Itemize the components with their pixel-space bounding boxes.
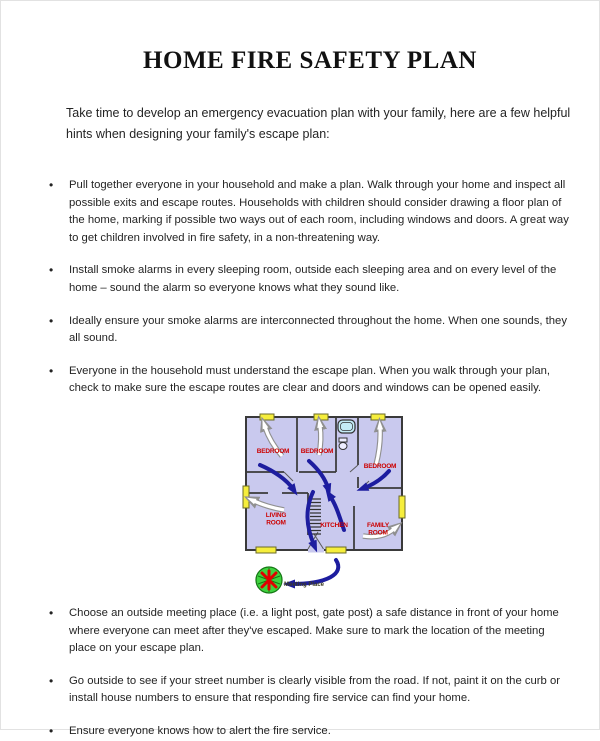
room-label-living-room: LIVING ROOM — [265, 511, 287, 527]
front-door-opening — [308, 547, 324, 552]
meeting-place-icon — [256, 567, 282, 593]
bullet-item: • Pull together everyone in your household and make a plan. Walk through your home and inspect all possible exits and escape routes. Households with children should consider drawing a floor plan of the home, marking if possible two ways out of each room, including windows and doors. A great way to get children involved in fire safety, in a non-threatening way. — [48, 177, 572, 247]
bullet-list-bottom — [48, 605, 572, 741]
window-icon — [256, 547, 276, 553]
bullet-item: • Ideally ensure your smoke alarms are interconnected throughout the home. When one sounds, they all sound. — [48, 313, 572, 348]
floor-plan-figure — [238, 413, 438, 595]
bullet-item: • Everyone in the household must understand the escape plan. When you walk through your plan, check to make sure the escape routes are clear and doors and windows can be opened easily. — [48, 363, 572, 398]
bullet-item: • Install smoke alarms in every sleeping room, outside each sleeping area and on every level of the home – sound the alarm so everyone knows what they sound like. — [48, 262, 572, 297]
bullet-item: • Ensure everyone knows how to alert the fire service. — [48, 723, 572, 741]
room-label-bedroom-middle: BEDROOM — [300, 447, 334, 455]
room-label-family-room: FAMILY ROOM — [366, 521, 390, 537]
room-label-bedroom-right: BEDROOM — [363, 462, 397, 470]
page-title: HOME FIRE SAFETY PLAN — [143, 47, 477, 74]
window-icon — [326, 547, 346, 553]
window-icon — [399, 496, 405, 518]
window-icon — [260, 414, 274, 420]
toilet-icon — [339, 438, 347, 450]
meeting-place-label: Meeting Place — [284, 581, 325, 588]
window-icon — [314, 414, 328, 420]
window-icon — [371, 414, 385, 420]
bullet-item: • Go outside to see if your street number is clearly visible from the road. If not, paint it on the curb or install house numbers to ensure that responding fire service can find your home. — [48, 673, 572, 708]
bullet-item: • Choose an outside meeting place (i.e. a light post, gate post) a safe distance in front of your home where everyone can meet after they've escaped. Make sure to mark the location of the meeting place on your escape plan. — [48, 605, 572, 658]
room-label-kitchen: KITCHEN — [320, 521, 348, 529]
floor-plan-diagram — [238, 413, 406, 595]
bullet-list-top — [48, 177, 572, 398]
room-label-bedroom-left: BEDROOM — [256, 447, 290, 455]
intro-paragraph: Take time to develop an emergency evacuation plan with your family, here are a few helpful hints when designing your family's escape plan: — [66, 106, 571, 141]
to-meeting-place-arrow — [291, 560, 338, 584]
bathtub-icon — [338, 420, 355, 433]
window-icon — [243, 486, 249, 508]
